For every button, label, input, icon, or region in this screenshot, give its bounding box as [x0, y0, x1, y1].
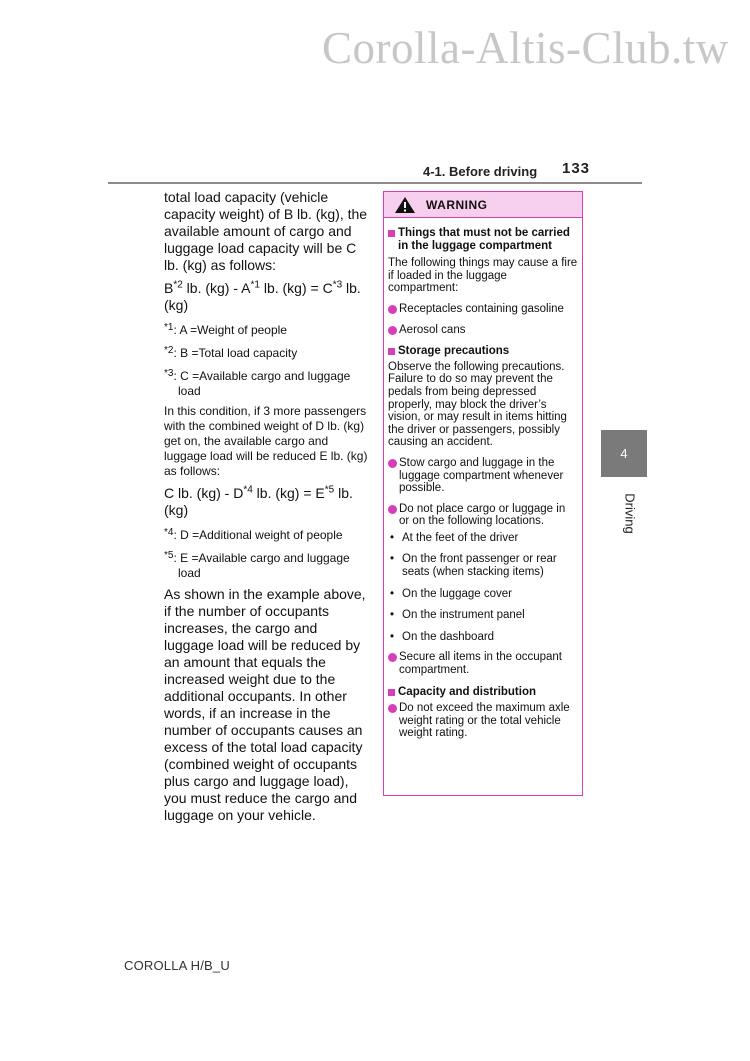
header-divider	[108, 182, 642, 184]
formula-2: C lb. $(kg) - D^{*4}$ lb. $(kg) = E^{*5}$ lb. (kg)	[164, 484, 353, 518]
condition-paragraph: In this condition, if 3 more passengers with the combined weight of D lb. (kg) get on, the available cargo and luggage load will be reduced E lb. (kg) as follows:	[164, 404, 368, 478]
watermark: Corolla-Altis-Club.tw	[322, 23, 729, 73]
footnote: $^{*2}$: B =Total load capacity	[164, 345, 298, 360]
square-bullet-icon	[388, 689, 395, 696]
list-item: Stow cargo and luggage in the luggage compartment whenever possible.	[388, 457, 578, 495]
list-item: Secure all items in the occupant compartment.	[388, 651, 578, 676]
list-item: • On the instrument panel	[390, 609, 525, 622]
list-item: Do not exceed the maximum axle weight rating or the total vehicle weight rating.	[388, 702, 578, 740]
warning-paragraph: The following things may cause a fire if loaded in the luggage compartment:	[388, 257, 578, 295]
footnote: $^{*4}$: D =Additional weight of people	[164, 527, 343, 542]
section-title: Capacity and distribution	[388, 686, 578, 699]
dot-bullet-icon	[388, 653, 397, 662]
square-bullet-icon	[388, 230, 395, 237]
list-item: • At the feet of the driver	[390, 531, 519, 544]
footnote: $^{*1}$: A =Weight of people	[164, 322, 287, 337]
section-title: Storage precautions	[388, 345, 578, 358]
list-item: • On the luggage cover	[390, 587, 512, 600]
dot-bullet-icon	[388, 704, 397, 713]
list-item: Aerosol cans	[388, 324, 578, 337]
footnote: $^{*5}$: E =Available cargo and luggage load	[164, 550, 350, 580]
section-header: 4-1. Before driving	[423, 164, 538, 179]
footer-model: COROLLA H/B_U	[124, 958, 230, 973]
section-title: Things that must not be carried in the luggage compartment	[388, 227, 578, 252]
list-item: Do not place cargo or luggage in or on the following locations.	[388, 503, 578, 528]
formula-1: $B^{*2}$ lb. $(kg) - A^{*1}$ lb. $(kg) = C^{*3}$ lb. (kg)	[164, 279, 361, 313]
chapter-label: Driving	[622, 493, 638, 534]
chapter-tab[interactable]: 4	[601, 430, 647, 477]
dot-bullet-icon	[388, 305, 397, 314]
dot-bullet-icon	[388, 505, 397, 514]
list-item: Receptacles containing gasoline	[388, 303, 578, 316]
conclusion-paragraph: As shown in the example above, if the number of occupants increases, the cargo and luggage load will be reduced by an amount that equals the increased weight due to the additional occupants. In other words, if an increase in the number of occupants causes an excess of the total load capacity (combined weight of occupants plus cargo and luggage load), you must reduce the cargo and luggage on your vehicle.	[164, 586, 366, 823]
warning-box	[383, 191, 583, 796]
warning-triangle-icon	[394, 196, 416, 214]
square-bullet-icon	[388, 348, 395, 355]
dot-bullet-icon	[388, 459, 397, 468]
warning-title: WARNING	[426, 197, 488, 212]
dot-bullet-icon	[388, 326, 397, 335]
footnote: $^{*3}$: C =Available cargo and luggage load	[164, 368, 351, 398]
main-text-column	[164, 189, 369, 824]
list-item: • On the dashboard	[390, 630, 495, 643]
warning-paragraph: Observe the following precautions. Failure to do so may prevent the pedals from being depressed properly, may block the driver’s vision, or may result in items hitting the driver or passengers, possibly causing an accident.	[388, 360, 567, 449]
intro-paragraph: total load capacity (vehicle capacity weight) of B lb. (kg), the available amount of cargo and luggage load capacity will be C lb. (kg) as follows:	[164, 189, 368, 273]
list-item: • On the front passenger or rear seats (when stacking items)	[390, 553, 557, 579]
page-number: 133	[562, 160, 591, 177]
warning-header	[384, 192, 582, 218]
